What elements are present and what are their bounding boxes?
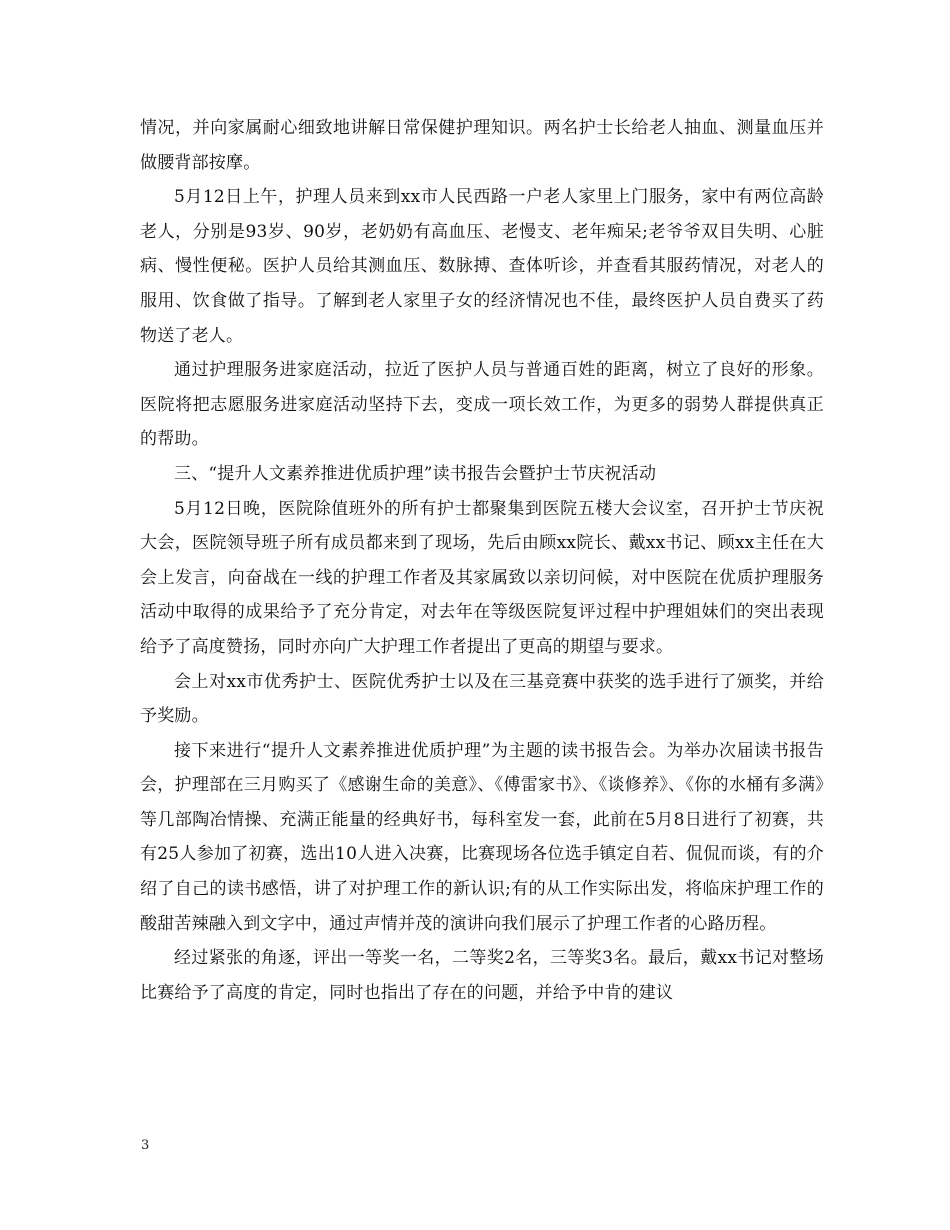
paragraph-5: 会上对xx市优秀护士、医院优秀护士以及在三基竞赛中获奖的选手进行了颁奖，并给予奖励。 (140, 671, 824, 727)
paragraph-1: 情况，并向家属耐心细致地讲解日常保健护理知识。两名护士长给老人抽血、测量血压并做腰背部按摩。 (140, 118, 824, 173)
page-number: 3 (141, 1138, 150, 1153)
paragraph-2: 5月12日上午，护理人员来到xx市人民西路一户老人家里上门服务，家中有两位高龄老人，分别是93岁、90岁，老奶奶有高血压、老慢支、老年痴呆;老爷爷双目失明、心脏病、慢性便秘。医护人员给其测血压、数脉搏、查体听诊，并查看其服药情况，对老人的服用、饮食做了指导。了解到老人家里子女的经济情况也不佳，最终医护人员自费买了药物送了老人。 (140, 187, 824, 346)
document-body (140, 111, 824, 1010)
paragraph-6: 接下来进行“提升人文素养推进优质护理”为主题的读书报告会。为举办次届读书报告会，护理部在三月购买了《感谢生命的美意》、《傅雷家书》、《谈修养》、《你的水桶有多满》等几部陶冶情操、充满正能量的经典好书，每科室发一套，此前在5月8日进行了初赛，共有25人参加了初赛，选出10人进入决赛，比赛现场各位选手镇定自若、侃侃而谈，有的介绍了自己的读书感悟，讲了对护理工作的新认识;有的从工作实际出发，将临床护理工作的酸甜苦辣融入到文字中，通过声情并茂的演讲向我们展示了护理工作者的心路历程。 (140, 740, 824, 934)
paragraph-7: 经过紧张的角逐，评出一等奖一名，二等奖2名，三等奖3名。最后，戴xx书记对整场比赛给予了高度的肯定，同时也指出了存在的问题，并给予中肯的建议 (140, 948, 824, 1003)
paragraph-3: 通过护理服务进家庭活动，拉近了医护人员与普通百姓的距离，树立了良好的形象。医院将把志愿服务进家庭活动坚持下去，变成一项长效工作，为更多的弱势人群提供真正的帮助。 (140, 360, 824, 450)
paragraph-4: 5月12日晚，医院除值班外的所有护士都聚集到医院五楼大会议室，召开护士节庆祝大会，医院领导班子所有成员都来到了现场，先后由顾xx院长、戴xx书记、顾xx主任在大会上发言，向奋战在一线的护理工作者及其家属致以亲切问候，对中医院在优质护理服务活动中取得的成果给予了充分肯定，对去年在等级医院复评过程中护理姐妹们的突出表现给予了高度赞扬，同时亦向广大护理工作者提出了更高的期望与要求。 (140, 498, 824, 657)
section-heading: 三、“提升人文素养推进优质护理”读书报告会暨护士节庆祝活动 (174, 463, 657, 484)
